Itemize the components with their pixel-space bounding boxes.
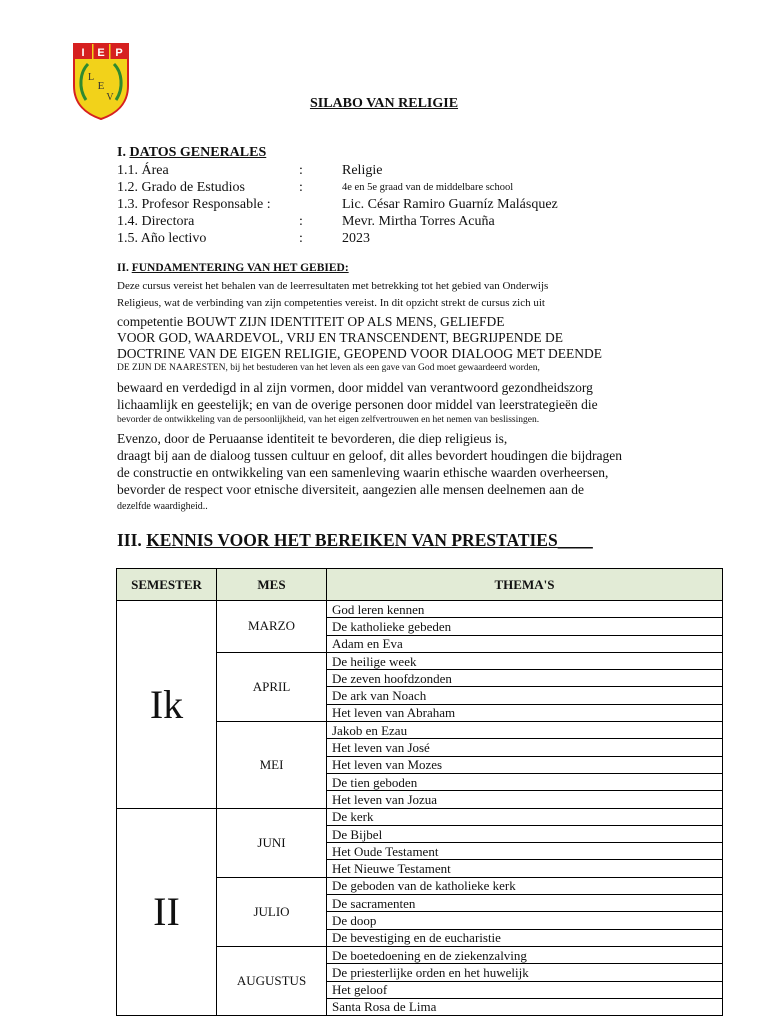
topic-cell: Het leven van José — [327, 739, 723, 756]
paragraph-line: Evenzo, door de Peruaanse identiteit te bevorderen, die diep religieus is, — [117, 431, 508, 446]
table-header-row — [117, 569, 723, 601]
paragraph-line: dezelfde waardigheid.. — [117, 501, 208, 512]
topic-cell: De Bijbel — [327, 825, 723, 842]
row-label: 1.2. Grado de Estudios — [117, 180, 245, 195]
section-1-number: I. — [117, 145, 126, 160]
themes-table — [116, 568, 723, 1016]
topic-cell: Het Nieuwe Testament — [327, 860, 723, 877]
month-cell: JUNI — [217, 808, 327, 877]
paragraph-line: VOOR GOD, WAARDEVOL, VRIJ EN TRANSCENDENT, BEGRIJPENDE DE — [117, 330, 564, 345]
topic-cell: De sacramenten — [327, 895, 723, 912]
row-value: Mevr. Mirtha Torres Acuña — [342, 214, 495, 229]
topic-cell: De bevestiging en de eucharistie — [327, 929, 723, 946]
row-label: 1.5. Año lectivo — [117, 231, 207, 246]
topic-cell: De tien geboden — [327, 773, 723, 790]
month-cell: APRIL — [217, 652, 327, 721]
header-themes: THEMA'S — [327, 569, 723, 601]
month-cell: JULIO — [217, 877, 327, 946]
section-1-heading — [117, 145, 266, 161]
paragraph-line: bevorder de respect voor etnische diversiteit, aangezien alle mensen deelnemen aan de — [117, 482, 585, 497]
topic-cell: Het geloof — [327, 981, 723, 998]
semester-cell: Ik — [117, 601, 217, 809]
paragraph-line: DOCTRINE VAN DE EIGEN RELIGIE, GEOPEND VOOR DIALOOG MET DEENDE — [117, 346, 602, 361]
paragraph-health — [117, 379, 652, 413]
paragraph-line: lichaamlijk en geestelijk; en van de overige personen door middel van leerstrategieën die — [117, 397, 598, 412]
page-title: SILABO VAN RELIGIE — [309, 96, 459, 111]
section-1-title: DATOS GENERALES — [129, 145, 267, 160]
logo-letter-p: P — [115, 47, 123, 59]
table-row — [117, 808, 723, 825]
topic-cell: God leren kennen — [327, 601, 723, 618]
row-value: Religie — [342, 163, 383, 178]
row-sep: : — [299, 231, 303, 246]
row-sep: : — [299, 180, 303, 195]
month-cell: MEI — [217, 722, 327, 808]
paragraph-line: bewaard en verdedigd in al zijn vormen, door middel van verantwoord gezondheidszorg — [117, 380, 593, 395]
row-label: 1.1. Área — [117, 163, 169, 178]
topic-cell: Het leven van Jozua — [327, 791, 723, 808]
month-cell: AUGUSTUS — [217, 946, 327, 1015]
row-sep: : — [299, 214, 303, 229]
topic-cell: Santa Rosa de Lima — [327, 998, 723, 1015]
row-label: 1.4. Directora — [117, 214, 195, 229]
header-month: MES — [217, 569, 327, 601]
topic-cell: Adam en Eva — [327, 635, 723, 652]
section-3-number: III. — [117, 530, 142, 550]
section-2-heading — [117, 262, 349, 274]
paragraph-identity — [117, 430, 652, 498]
paragraph-intro — [117, 278, 652, 312]
logo-letter-e: E — [97, 47, 105, 59]
paragraph-line: de constructie en ontwikkeling van een samenleving waarin ethische waarden overheersen, — [117, 465, 609, 480]
paragraph-line: DE ZIJN DE NAARESTEN, bij het bestuderen van het leven als een gave van God moet gewaardeerd worden, — [117, 363, 540, 373]
section-3-underline: ____ — [557, 530, 593, 550]
month-cell: MARZO — [217, 601, 327, 653]
row-value: 2023 — [342, 231, 370, 246]
topic-cell: De heilige week — [327, 652, 723, 669]
section-2-number: II. — [117, 262, 129, 274]
paragraph-line: Deze cursus vereist het behalen van de leerresultaten met betrekking tot het gebied van Onderwijs — [117, 280, 549, 292]
topic-cell: Het Oude Testament — [327, 843, 723, 860]
paragraph-line: competentie BOUWT ZIJN IDENTITEIT OP ALS MENS, GELIEFDE — [117, 314, 505, 329]
paragraph-dignity — [117, 500, 652, 513]
topic-cell: Het leven van Mozes — [327, 756, 723, 773]
section-2-title: FUNDAMENTERING VAN HET GEBIED: — [131, 262, 349, 274]
logo-letter-i: I — [81, 47, 85, 59]
paragraph-competence — [117, 314, 652, 362]
header-semester: SEMESTER — [117, 569, 217, 601]
row-sep: : — [299, 163, 303, 178]
paragraph-line: bevorder de ontwikkeling van de persoonlijkheid, van het eigen zelfvertrouwen en het nemen van beslissingen. — [117, 415, 540, 425]
paragraph-small-line-2 — [117, 414, 652, 427]
section-3-heading — [117, 530, 593, 551]
topic-cell: De ark van Noach — [327, 687, 723, 704]
section-3-title: KENNIS VOOR HET BEREIKEN VAN PRESTATIES — [146, 530, 558, 550]
row-value: Lic. César Ramiro Guarníz Malásquez — [342, 197, 558, 212]
topic-cell: De geboden van de katholieke kerk — [327, 877, 723, 894]
paragraph-small-line — [117, 362, 652, 375]
logo-letter-v: V — [106, 92, 114, 103]
row-label: 1.3. Profesor Responsable : — [117, 197, 271, 212]
topic-cell: Jakob en Ezau — [327, 722, 723, 739]
topic-cell: De priesterlijke orden en het huwelijk — [327, 964, 723, 981]
logo-letter-e2: E — [97, 80, 105, 92]
logo-letter-l: L — [87, 72, 95, 83]
topic-cell: De boetedoening en de ziekenzalving — [327, 946, 723, 963]
semester-cell: II — [117, 808, 217, 1016]
topic-cell: De kerk — [327, 808, 723, 825]
topic-cell: De doop — [327, 912, 723, 929]
table-row — [117, 601, 723, 618]
topic-cell: De zeven hoofdzonden — [327, 670, 723, 687]
topic-cell: De katholieke gebeden — [327, 618, 723, 635]
row-value: 4e en 5e graad van de middelbare school — [342, 182, 514, 193]
paragraph-line: Religieus, wat de verbinding van zijn competenties vereist. In dit opzicht strekt de cursus zich uit — [117, 297, 545, 309]
topic-cell: Het leven van Abraham — [327, 704, 723, 721]
paragraph-line: draagt bij aan de dialoog tussen cultuur en geloof, dit alles bevordert houdingen die bijdragen — [117, 448, 622, 463]
